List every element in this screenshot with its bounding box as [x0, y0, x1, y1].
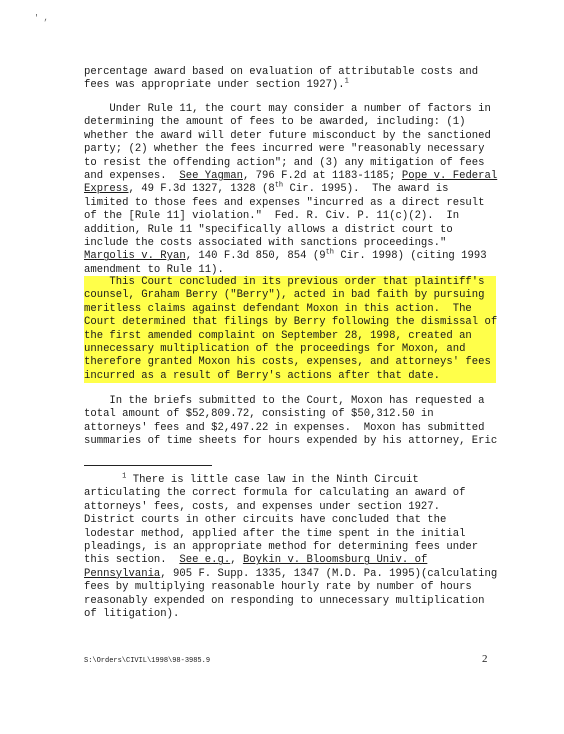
- text-line: reasonably expended on responding to unnecessary multiplication: [84, 594, 485, 607]
- text-line: Pennsylvania, 905 F. Supp. 1335, 1347 (M.D. Pa. 1995)(calculating: [84, 567, 498, 580]
- text-line: this section. See e.g., Boykin v. Bloomsburg Univ. of: [84, 554, 428, 567]
- highlighted-line: the first amended complaint on September 28, 1998, created an: [84, 330, 496, 343]
- text-line: party; (2) whether the fees incurred were "reasonably necessary: [84, 143, 485, 156]
- text-line: and expenses. See Yagman, 796 F.2d at 1183-1185; Pope v. Federal: [84, 170, 498, 183]
- text-line: summaries of time sheets for hours expended by his attorney, Eric: [84, 435, 498, 448]
- text-line: $^1$ There is little case law in the Ninth Circuit: [122, 472, 419, 486]
- text-line: determining the amount of fees to be awarded, including: (1): [84, 116, 466, 129]
- highlighted-line: incurred as a result of Berry's actions after that date.: [84, 370, 496, 383]
- footnote-mark: 1: [122, 472, 127, 481]
- highlighted-line: Court determined that filings by Berry following the dismissal of: [84, 316, 498, 329]
- text-line: In the briefs submitted to the Court, Moxon has requested a: [84, 395, 485, 407]
- highlighted-line: This Court concluded in its previous order that plaintiff's: [84, 276, 496, 289]
- text-line: attorneys' fees, costs, and expenses under section 1927.: [84, 500, 441, 513]
- case-citation: See e.g.: [179, 554, 231, 567]
- text-line: limited to those fees and expenses "incurred as a direct result: [84, 196, 485, 209]
- highlighted-line: counsel, Graham Berry ("Berry"), acted in bad faith by pursuing: [84, 289, 496, 302]
- file-path: S:\Orders\CIVIL\1998\98-3985.9: [84, 657, 211, 665]
- text-line: attorneys' fees and $2,497.22 in expenses. Moxon has submitted: [84, 421, 485, 434]
- case-citation: Pope v. Federal: [401, 170, 498, 183]
- text-line: of litigation).: [84, 608, 180, 621]
- text-line: Margolis v. Ryan, 140 F.3d 850, 854 (9th Cir. 1998) (citing 1993: [84, 248, 487, 263]
- text-line: pleadings, is an appropriate method for determining fees under: [84, 541, 479, 554]
- case-citation: Express: [84, 183, 129, 196]
- text-line: District courts in other circuits have concluded that the: [84, 514, 447, 527]
- footnote: [84, 472, 498, 621]
- highlighted-line: unnecessary multiplication of the proceedings for Moxon, and: [84, 343, 496, 356]
- text-line: to resist the offending action"; and (3) any mitigation of fees: [84, 156, 485, 169]
- highlighted-line: therefore granted Moxon his costs, expenses, and attorneys' fees: [84, 356, 496, 369]
- case-citation: See Yagman: [179, 170, 243, 183]
- case-citation: Pennsylvania: [84, 567, 161, 580]
- text-line: amendment to Rule 11).: [84, 263, 224, 276]
- highlighted-paragraph: [84, 276, 496, 383]
- case-citation: Margolis v. Ryan: [84, 250, 186, 263]
- text-line: addition, Rule 11 "specifically allows a district court to: [84, 223, 453, 236]
- text-line: lodestar method, applied after the time spent in the initial: [84, 527, 466, 540]
- highlighted-line: meritless claims against defendant Moxon in this action. The: [84, 303, 496, 316]
- text-line: fees by multiplying reasonable hourly rate by number of hours: [84, 581, 472, 594]
- text-line: Under Rule 11, the court may consider a number of factors in: [84, 103, 491, 115]
- case-citation: Boykin v. Bloomsburg Univ. of: [242, 554, 428, 567]
- paragraph-rule-11-factors: [84, 103, 496, 277]
- paragraph-continuation: [84, 66, 496, 93]
- footnote-divider: [84, 465, 212, 466]
- footnote-reference: 1: [344, 77, 349, 86]
- scan-artifact: ' ,: [34, 14, 49, 23]
- text-line: percentage award based on evaluation of attributable costs and: [84, 66, 479, 78]
- text-line: whether the award will deter future misconduct by the sanctioned: [84, 129, 491, 142]
- text-line: of the [Rule 11] violation." Fed. R. Civ. P. 11(c)(2). In: [84, 210, 460, 223]
- text-line: include the costs associated with sanctions proceedings.": [84, 237, 447, 250]
- paragraph-fee-request: [84, 395, 496, 449]
- text-line: total amount of $52,809.72, consisting of $50,312.50 in: [84, 408, 434, 421]
- text-line: Express, 49 F.3d 1327, 1328 (8th Cir. 1995). The award is: [84, 181, 449, 196]
- page-number: 2: [482, 653, 488, 665]
- text-line: articulating the correct formula for calculating an award of: [84, 487, 466, 500]
- text-line: fees was appropriate under section 1927).$^1$: [84, 77, 349, 92]
